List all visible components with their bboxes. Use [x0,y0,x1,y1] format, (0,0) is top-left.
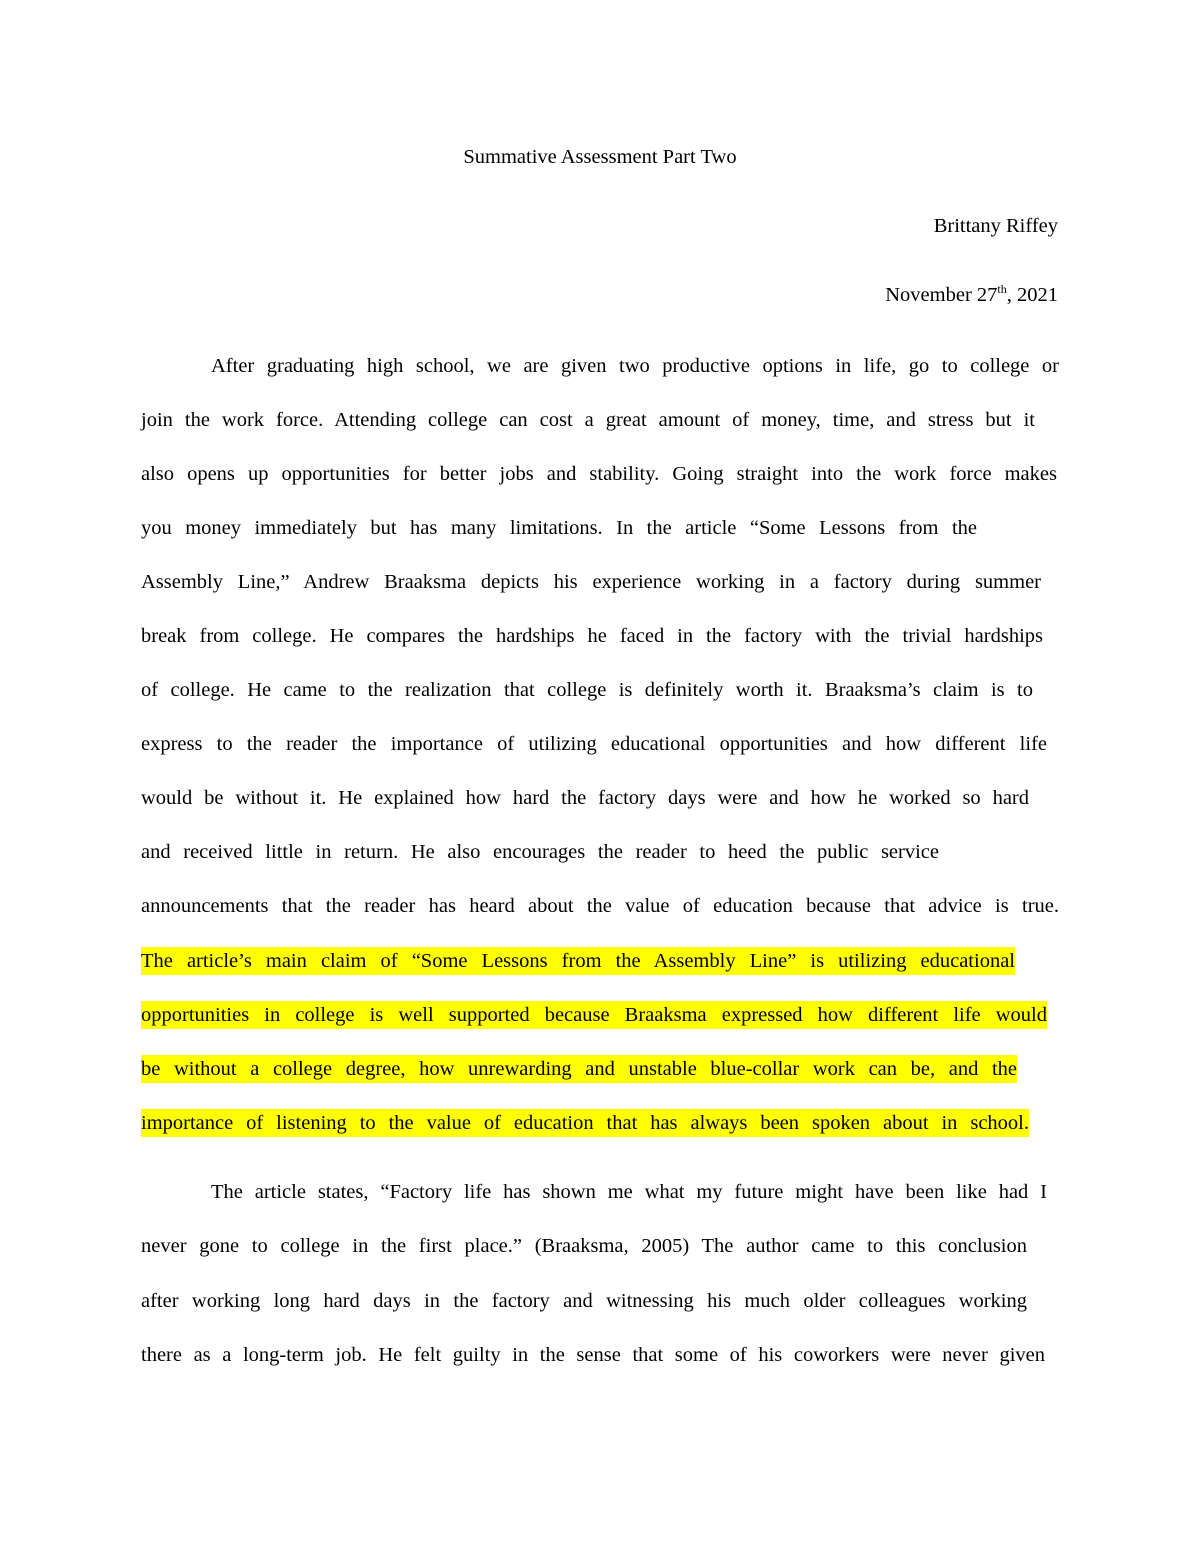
paragraph-line: break from college. He compares the hardships he faced in the factory with the trivial hardships [141,625,1043,647]
paragraph-line: The article states, “Factory life has shown me what my future might have been like had I [211,1181,1047,1203]
document-date [885,283,1058,309]
paragraph-line: of college. He came to the realization that college is definitely worth it. Braaksma’s claim is to [141,679,1033,701]
paragraph-line: and received little in return. He also encourages the reader to heed the public service [141,841,939,863]
paragraph-line: announcements that the reader has heard about the value of education because that advice is true. [141,895,1059,917]
author-name: Brittany Riffey [933,215,1058,237]
paragraph-line: there as a long-term job. He felt guilty in the sense that some of his coworkers were never given [141,1344,1045,1366]
date-month-day: November 27 [885,284,998,306]
paragraph-line: also opens up opportunities for better jobs and stability. Going straight into the work force makes [141,463,1057,485]
paragraph-line: after working long hard days in the factory and witnessing his much older colleagues working [141,1290,1027,1312]
paragraph-line: Assembly Line,” Andrew Braaksma depicts his experience working in a factory during summer [141,571,1041,593]
paragraph-line: you money immediately but has many limitations. In the article “Some Lessons from the [141,517,977,539]
paragraph-line: would be without it. He explained how hard the factory days were and how he worked so hard [141,787,1029,809]
highlighted-thesis-line: The article’s main claim of “Some Lessons from the Assembly Line” is utilizing educational [141,947,1015,975]
paragraph-line: After graduating high school, we are given two productive options in life, go to college or [211,355,1059,377]
paragraph-line: never gone to college in the first place.” (Braaksma, 2005) The author came to this conclusion [141,1235,1027,1257]
date-year: , 2021 [1006,284,1058,306]
paragraph-line: express to the reader the importance of utilizing educational opportunities and how different life [141,733,1047,755]
paragraph-line: join the work force. Attending college can cost a great amount of money, time, and stress but it [141,409,1035,431]
document-title: Summative Assessment Part Two [463,146,737,168]
highlighted-thesis-line: be without a college degree, how unrewarding and unstable blue-collar work can be, and the [141,1055,1017,1083]
highlighted-thesis-line: opportunities in college is well supported because Braaksma expressed how different life would [141,1001,1047,1029]
highlighted-thesis-line: importance of listening to the value of education that has always been spoken about in school. [141,1109,1029,1137]
date-ordinal-suffix: th [997,282,1007,296]
